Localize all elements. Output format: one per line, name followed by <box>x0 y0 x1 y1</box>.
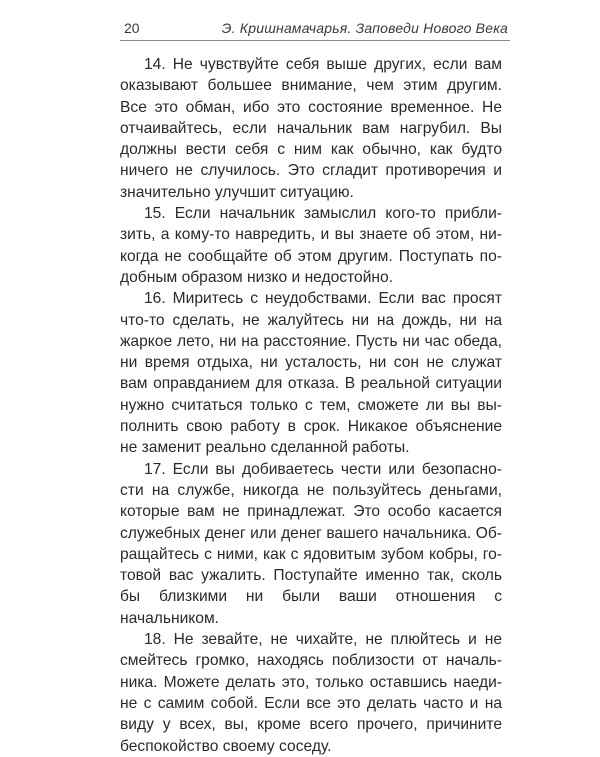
paragraph-15: 15. Если начальник замыслил кого-то приблизить, а кому-то навредить, и вы знаете об этом, никогда не сообщайте об этом другим. Поступать подобным образом низко и недостойно. <box>120 205 502 286</box>
paragraph-16: 16. Миритесь с неудобствами. Если вас просят что-то сделать, не жалуйтесь ни на дождь, ни на жаркое лето, ни на расстояние. Пусть ни час обеда, ни время отдыха, ни усталость, ни сон не служат вам оправданием для отказа. В реальной ситуации нужно считаться только с тем, сможете ли вы выполнить свою работу в срок. Никакое объяснение не заменит реально сделанной работы. <box>120 290 502 457</box>
body-text <box>120 54 502 757</box>
paragraph-18: 18. Не зевайте, не чихайте, не плюйтесь и не смейтесь громко, находясь поблизости от начальника. Можете делать это, только оставшись наедине с самим собой. Если все это делать часто и на виду у всех, вы, кроме всего прочего, причините беспокойство своему соседу. <box>120 631 502 755</box>
paragraph-14: 14. Не чувствуйте себя выше других, если вам оказывают большее внимание, чем этим другим. Все это обман, ибо это состояние временное. Не отчаивайтесь, если начальник вам нагрубил. Вы должны вести себя с ним как обычно, как будто ничего не случилось. Это сгладит противоречия и значительно улучшит ситуацию. <box>120 56 502 201</box>
page-header <box>120 18 510 41</box>
running-title: Э. Кришнамачарья. Заповеди Нового Века <box>221 20 508 36</box>
page-number: 20 <box>124 20 140 36</box>
paragraph-17: 17. Если вы добиваетесь чести или безопасности на службе, никогда не пользуйтесь деньгами, которые вам не принадлежат. Это особо касается служебных денег или денег вашего начальника. Обращайтесь с ними, как с ядовитым зубом кобры, готовой вас ужалить. Поступайте именно так, сколь бы близкими ни были ваши отношения с начальником. <box>120 460 502 627</box>
